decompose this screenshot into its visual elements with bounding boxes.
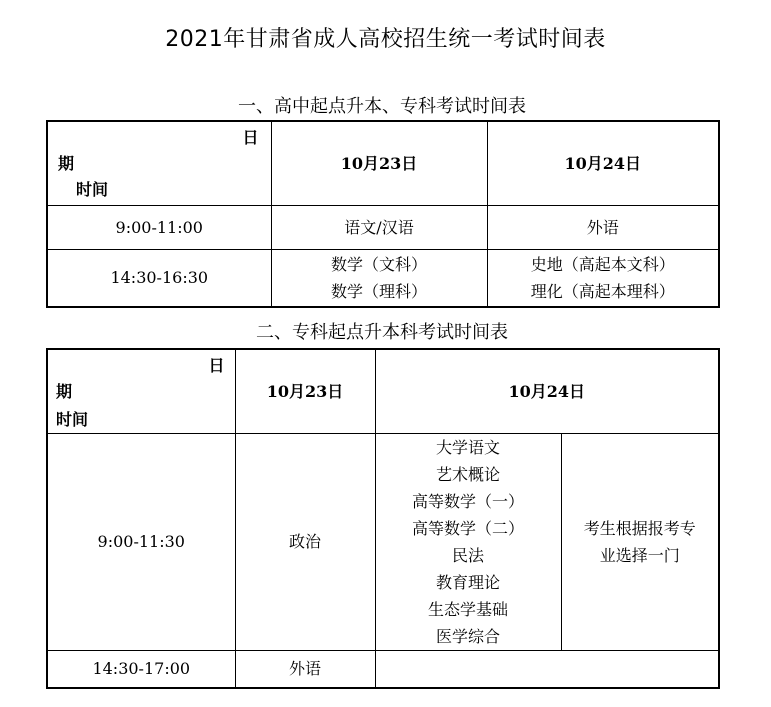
note-line: 业选择一门 — [599, 545, 680, 565]
section2-table — [46, 348, 720, 689]
section2-title: 二、专科起点升本科考试时间表 — [256, 322, 508, 343]
s1-header-corner — [47, 121, 271, 205]
page-title: 2021年甘肃省成人高校招生统一考试时间表 — [165, 27, 606, 52]
s2-header-qi: 期 — [56, 382, 73, 401]
s1-row2-day1-line2: 数学（理科） — [330, 281, 427, 301]
s1-header-shijian: 时间 — [76, 180, 109, 199]
s1-row1-day2: 外语 — [487, 205, 719, 249]
s2-row1-day1: 政治 — [235, 433, 375, 650]
s2-row1-day2-note — [561, 433, 719, 650]
s1-row2-day2 — [487, 249, 719, 307]
subject-item: 民法 — [451, 545, 484, 565]
subject-item: 医学综合 — [435, 626, 500, 646]
s2-header-shijian: 时间 — [56, 410, 89, 429]
s2-row1-time: 9:00-11:30 — [47, 433, 235, 650]
section1-table — [46, 120, 720, 308]
s1-header-day1: 10月23日 — [271, 121, 487, 205]
subject-item: 高等数学（二） — [411, 518, 524, 538]
s2-row2-day1: 外语 — [235, 650, 375, 688]
subject-item: 教育理论 — [435, 572, 500, 592]
s2-row2-time: 14:30-17:00 — [47, 650, 235, 688]
s1-row2-day1-line1: 数学（文科） — [330, 254, 427, 274]
section1-title: 一、高中起点升本、专科考试时间表 — [238, 96, 526, 117]
subject-item: 大学语文 — [435, 437, 500, 457]
s2-header-ri: 日 — [208, 356, 225, 375]
s1-row1-time: 9:00-11:00 — [47, 205, 271, 249]
s2-row1-day2-subjects — [375, 433, 561, 650]
s2-header-corner — [47, 349, 235, 433]
s1-row1-day1: 语文/汉语 — [271, 205, 487, 249]
s1-row2-day2-line1: 史地（高起本文科） — [530, 254, 675, 274]
s2-row2-day2 — [375, 650, 719, 688]
subject-item: 艺术概论 — [435, 464, 500, 484]
subject-item: 生态学基础 — [427, 599, 508, 619]
s1-row2-day2-line2: 理化（高起本理科） — [530, 281, 675, 301]
s2-header-day1: 10月23日 — [235, 349, 375, 433]
s1-row2-day1 — [271, 249, 487, 307]
s1-header-ri: 日 — [242, 128, 259, 147]
s1-row2-time: 14:30-16:30 — [47, 249, 271, 307]
subject-item: 高等数学（一） — [411, 491, 524, 511]
s2-header-day2: 10月24日 — [375, 349, 719, 433]
s1-header-qi: 期 — [58, 154, 75, 173]
s1-header-day2: 10月24日 — [487, 121, 719, 205]
note-line: 考生根据报考专 — [583, 518, 696, 538]
